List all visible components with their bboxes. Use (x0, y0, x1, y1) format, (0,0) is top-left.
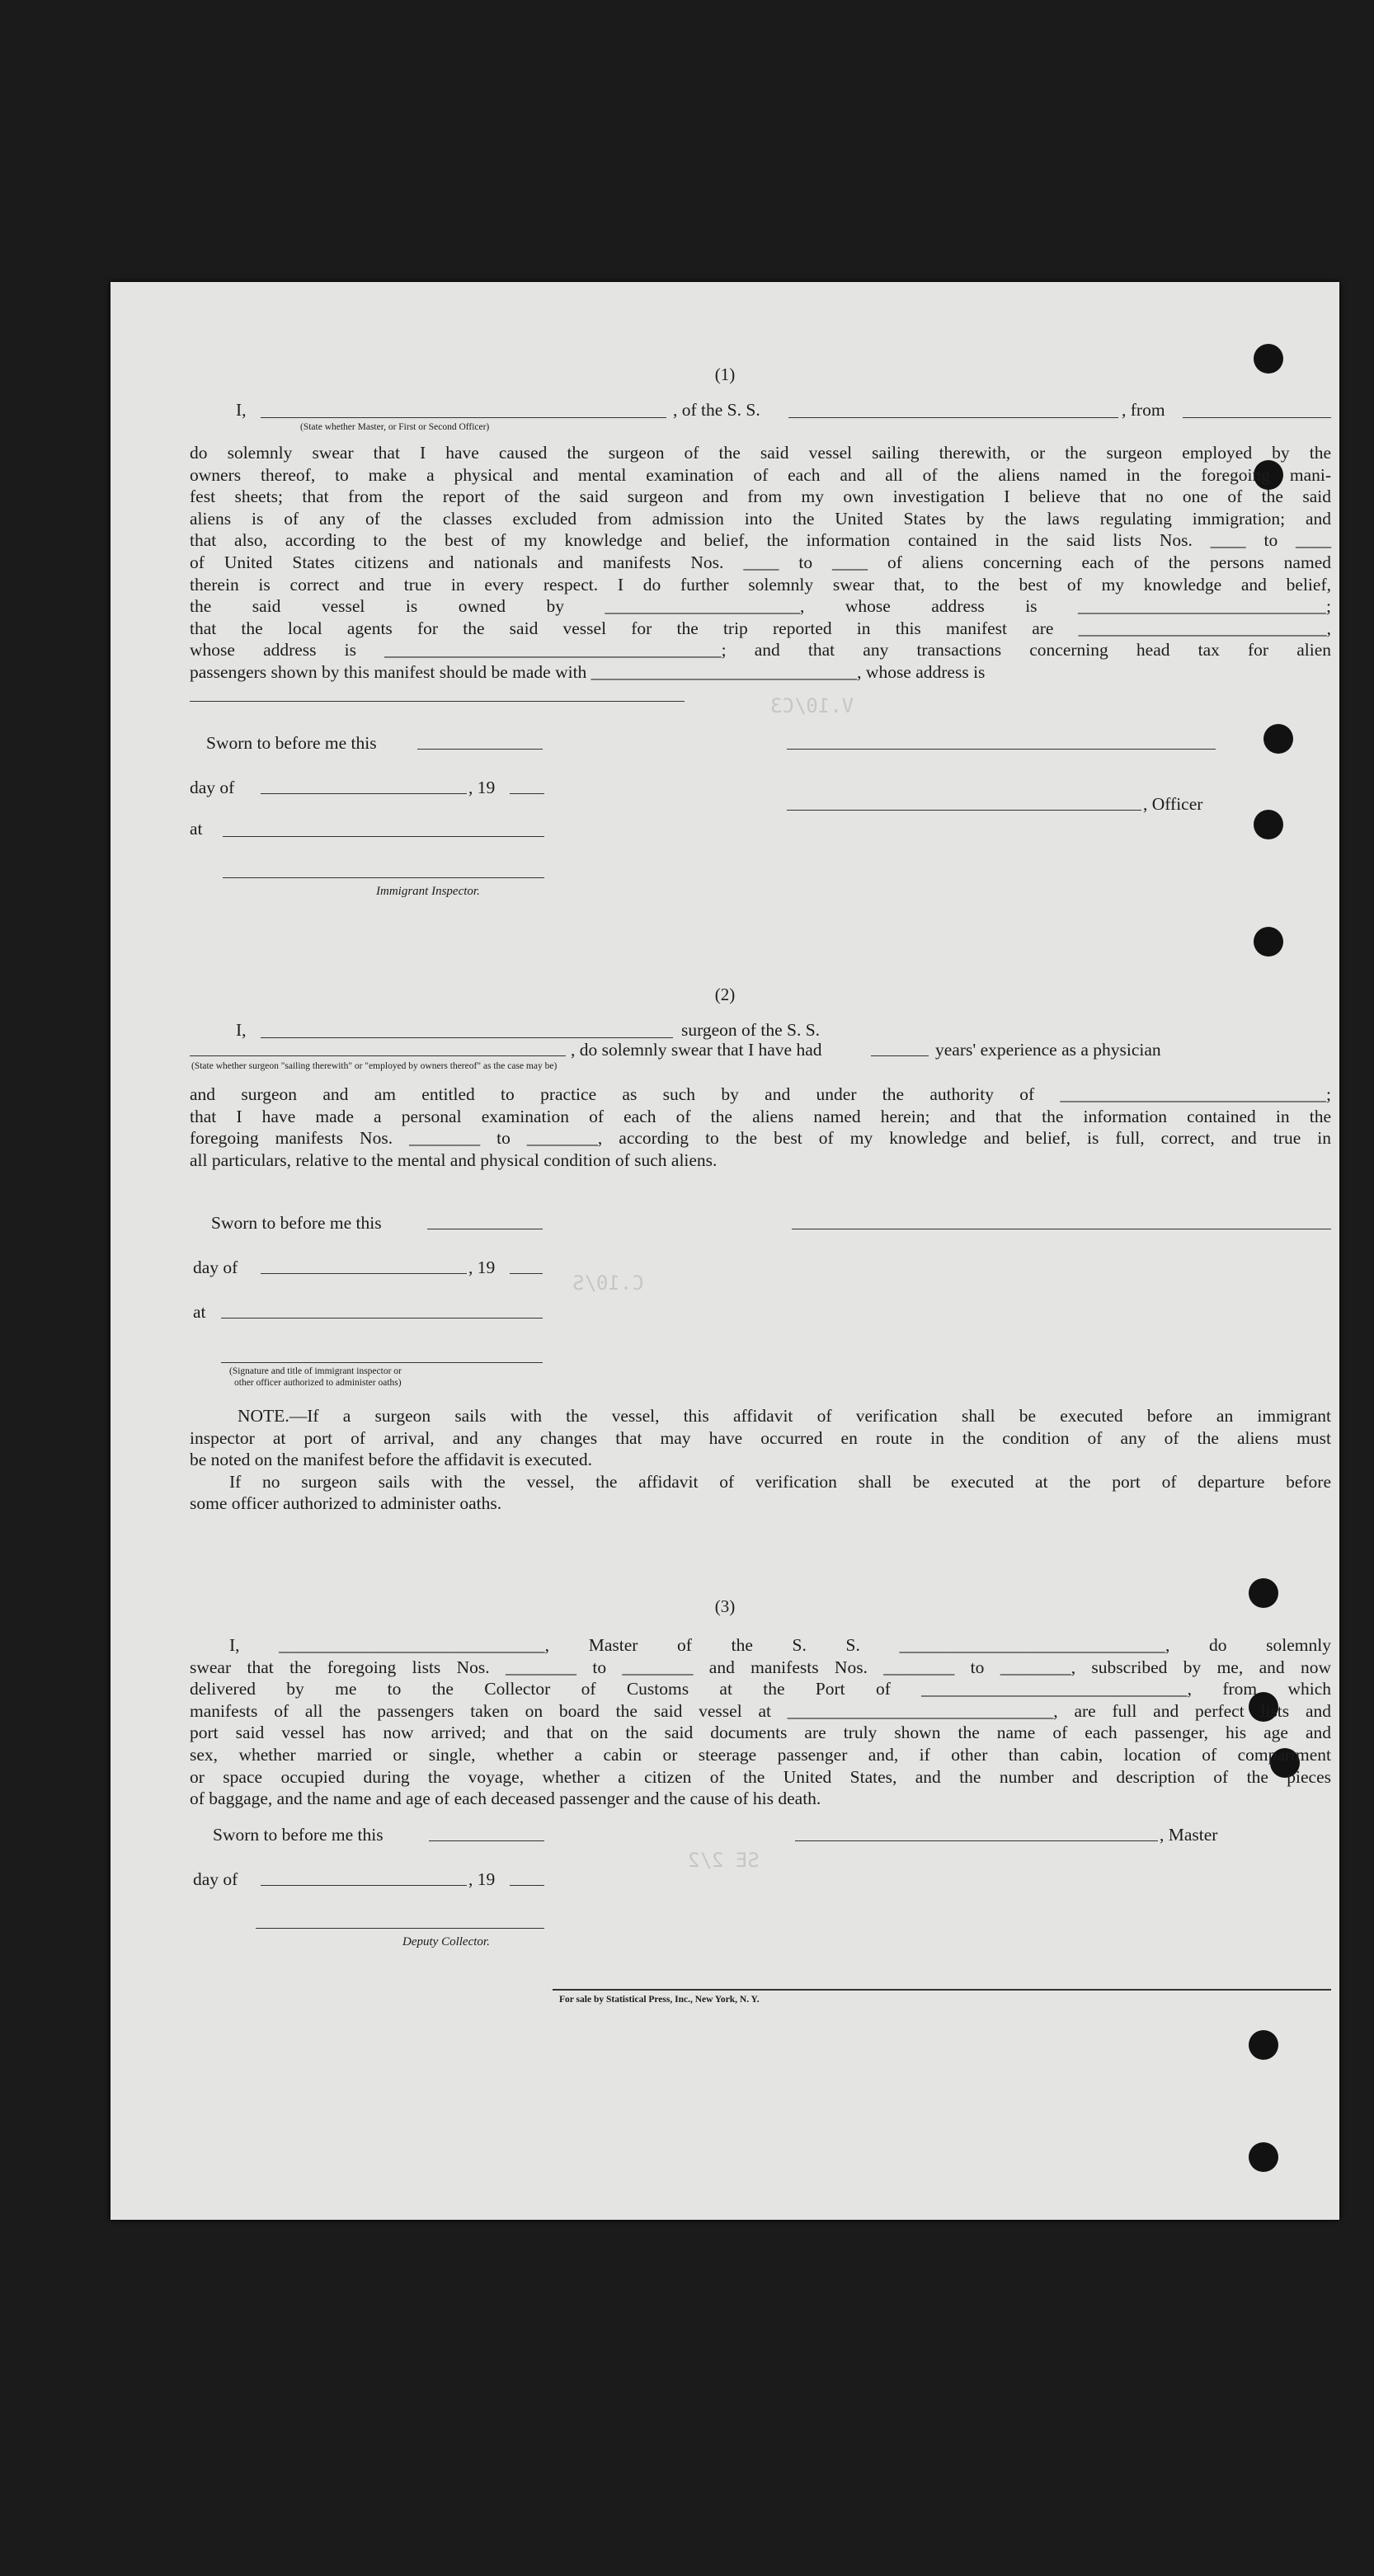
section-1-from: , from (1122, 400, 1165, 420)
section-2-body (190, 1084, 1331, 1171)
section-2-note (190, 1405, 1331, 1515)
day-line (261, 1273, 467, 1274)
at-line (221, 1318, 543, 1319)
section-1-line: whose address is ______________________________________; and that any transactions concerning head tax for alien (190, 640, 1331, 660)
section-3-day-of: day of (193, 1869, 238, 1889)
section-3-line: of baggage, and the name and age of each deceased passenger and the cause of his death. (190, 1789, 821, 1809)
note-line: inspector at port of arrival, and any changes that may have occurred en route in the condition of any of the aliens must (190, 1427, 1331, 1448)
vessel-name-line (788, 417, 1118, 418)
section-1-officer: , Officer (1143, 794, 1203, 814)
section-1-day-of: day of (190, 778, 235, 797)
section-1-year: , 19 (468, 778, 496, 797)
sworn-line (429, 1840, 544, 1841)
section-3-number: (3) (714, 1596, 736, 1616)
signature-caption-1: (Signature and title of immigrant inspector or (229, 1366, 402, 1376)
binder-hole (1254, 810, 1283, 839)
note-line: If no surgeon sails with the vessel, the affidavit of verification shall be executed at the port of departure before (229, 1471, 1331, 1492)
address-continuation-line (190, 701, 685, 702)
year-line (510, 1273, 543, 1274)
year-line (510, 1885, 544, 1886)
master-signature-line (795, 1840, 1158, 1841)
day-line (261, 793, 467, 794)
section-2-day-of: day of (193, 1257, 238, 1277)
section-3-line: sex, whether married or single, whether a cabin or steerage passenger and, if other than cabin, location of compartment (190, 1744, 1331, 1765)
section-1-line: owners thereof, to make a physical and mental examination of each and all of the aliens named in the foregoing mani- (190, 464, 1331, 485)
section-1-at: at (190, 819, 203, 839)
manifest-page (111, 282, 1339, 2220)
signature-caption-2: other officer authorized to administer oaths) (234, 1378, 402, 1388)
section-2-caption: (State whether surgeon "sailing therewith" or "employed by owners thereof" as the case may be) (191, 1061, 558, 1071)
note-line: some officer authorized to administer oaths. (190, 1493, 502, 1514)
section-2-line: that I have made a personal examination of each of the aliens named herein; and that the information contained in the (190, 1106, 1331, 1126)
section-1-line: do solemnly swear that I have caused the surgeon of the said vessel sailing therewith, or the surgeon employed by the (190, 443, 1331, 463)
section-1-line: the said vessel is owned by ______________________, whose address is ____________________________; (190, 596, 1331, 617)
section-1-inspector: Immigrant Inspector. (376, 885, 480, 898)
collector-signature-line (256, 1928, 544, 1929)
section-1-sworn: Sworn to before me this (206, 733, 377, 753)
inspector-line (223, 877, 544, 878)
section-3-body (190, 1634, 1331, 1810)
note-label: NOTE. (238, 1406, 289, 1426)
section-3-sworn: Sworn to before me this (213, 1825, 383, 1845)
section-2-i: I, (236, 1020, 247, 1040)
officer-signature-line (787, 749, 1216, 750)
day-line (261, 1885, 467, 1886)
section-2-swear: , do solemnly swear that I have had (571, 1040, 822, 1060)
note-line: be noted on the manifest before the affidavit is executed. (190, 1450, 592, 1470)
section-2-year: , 19 (468, 1257, 496, 1277)
binder-hole (1249, 2142, 1278, 2172)
years-line (871, 1055, 929, 1056)
binder-hole (1254, 927, 1283, 957)
section-2-line: and surgeon and am entitled to practice as such by and under the authority of ______________________________; (190, 1084, 1331, 1104)
section-3-line: swear that the foregoing lists Nos. ________ to ________ and manifests Nos. ________ to ________, subscribed by me, and now (190, 1657, 1331, 1677)
surgeon-vessel-line (190, 1055, 566, 1056)
section-2-surgeon-of: surgeon of the S. S. (681, 1020, 821, 1040)
section-2-line: all particulars, relative to the mental and physical condition of such aliens. (190, 1149, 718, 1170)
section-1-line: aliens is of any of the classes excluded from admission into the United States by the laws regulating immigration; and (190, 508, 1331, 529)
section-1-line: that also, according to the best of my knowledge and belief, the information contained in the said lists Nos. ____ to ____ (190, 530, 1331, 551)
section-1-body (190, 442, 1331, 684)
binder-hole (1263, 724, 1293, 754)
section-2-sworn: Sworn to before me this (211, 1213, 382, 1233)
section-3-year: , 19 (468, 1869, 496, 1889)
section-3-line: port said vessel has now arrived; and that on the said documents are truly shown the name of each passenger, his age and (190, 1723, 1331, 1743)
section-1-caption: (State whether Master, or First or Second Officer) (300, 422, 490, 432)
section-1-number: (1) (714, 364, 736, 384)
bleed-through: V.10/C3 (770, 694, 854, 717)
section-3-line: delivered by me to the Collector of Customs at the Port of ______________________________, from which (190, 1679, 1331, 1699)
master-name-line (261, 417, 666, 418)
bleed-through: C.10/S (572, 1272, 644, 1295)
section-1-line: therein is correct and true in every respect. I do further solemnly swear that, to the best of my knowledge and belief, (190, 574, 1331, 595)
bleed-through: SE 2/2 (688, 1849, 760, 1872)
surgeon-name-line (261, 1037, 673, 1038)
section-3-collector: Deputy Collector. (402, 1935, 490, 1948)
binder-hole (1249, 2030, 1278, 2060)
from-port-line (1183, 417, 1331, 418)
section-1-i: I, (236, 400, 247, 420)
at-line (223, 836, 544, 837)
officer-line (787, 810, 1141, 811)
year-line (510, 793, 544, 794)
section-1-of-ss: , of the S. S. (673, 400, 760, 420)
section-3-line: or space occupied during the voyage, whether a citizen of the United States, and the number and description of the pieces (190, 1766, 1331, 1787)
printer-imprint: For sale by Statistical Press, Inc., New York, N. Y. (559, 1995, 760, 2005)
section-1-line: passengers shown by this manifest should be made with ______________________________, whose address is (190, 661, 986, 682)
section-3-master: , Master (1160, 1825, 1218, 1845)
section-3-line: I, ______________________________, Master of the S. S. ______________________________, do solemnly (229, 1635, 1331, 1655)
section-1-line: fest sheets; that from the report of the said surgeon and from my own investigation I believe that no one of the said (190, 487, 1331, 507)
sworn-line (417, 749, 543, 750)
section-1-line: of United States citizens and nationals and manifests Nos. ____ to ____ of aliens concerning each of the persons named (190, 552, 1331, 572)
section-2-line: foregoing manifests Nos. ________ to ________, according to the best of my knowledge and belief, is full, correct, and true in (190, 1128, 1331, 1149)
inspector-signature-line (221, 1362, 543, 1363)
note-line: —If a surgeon sails with the vessel, this affidavit of verification shall be executed before an immigrant (289, 1406, 1331, 1426)
section-2-years: years' experience as a physician (935, 1040, 1161, 1060)
section-2-at: at (193, 1302, 206, 1322)
section-2-number: (2) (714, 985, 736, 1004)
footer-rule (553, 1989, 1331, 1991)
section-1-line: that the local agents for the said vessel for the trip reported in this manifest are ____________________________, (190, 618, 1331, 638)
section-3-line: manifests of all the passengers taken on board the said vessel at ______________________________, are full and perfect lists and (190, 1700, 1331, 1721)
